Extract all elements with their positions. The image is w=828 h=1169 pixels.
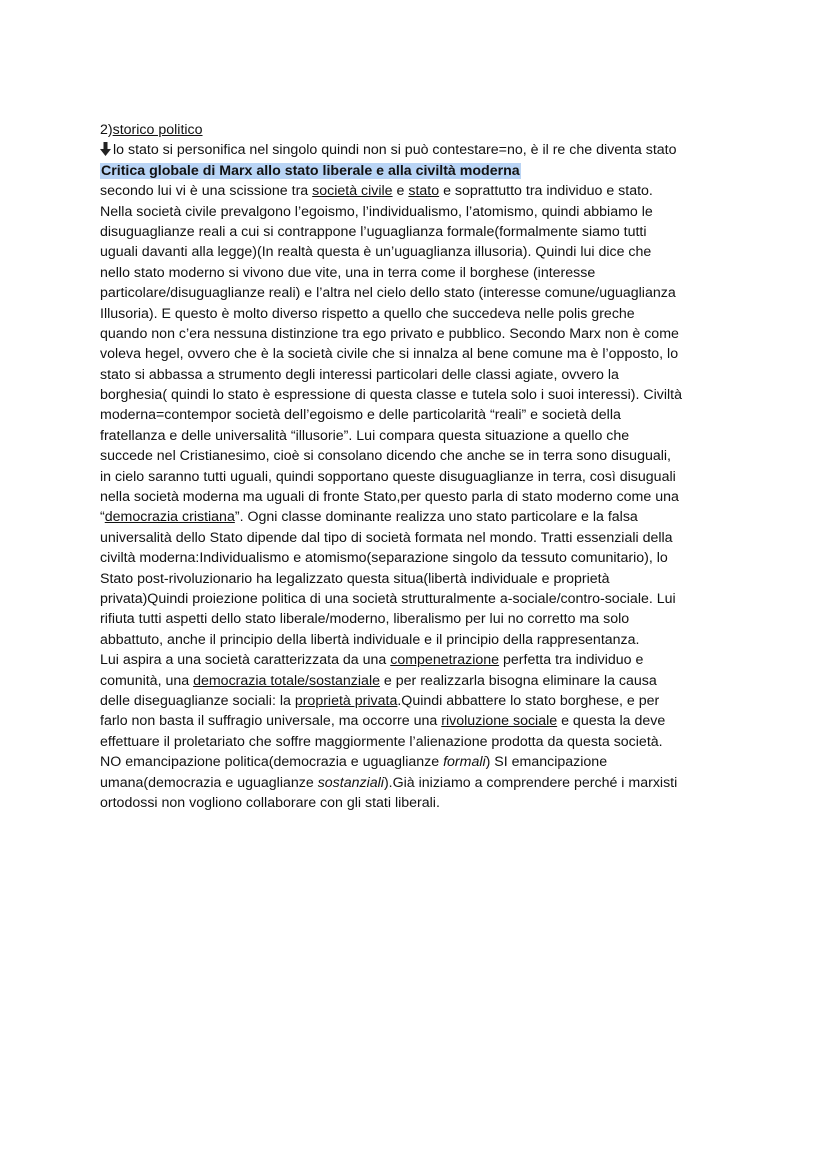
underlined-term: compenetrazione bbox=[390, 652, 500, 669]
text-line bbox=[100, 181, 740, 201]
text-segment: particolare/disuguaglianze reali) e l’altra nel cielo dello stato (interesse comune/uguaglianza bbox=[100, 285, 676, 302]
text-segment: e per realizzarla bisogna eliminare la causa bbox=[379, 672, 657, 689]
text-line bbox=[100, 202, 740, 222]
text-segment: rifiuta tutti aspetti dello stato liberale/moderno, liberalismo per lui no corretto ma solo bbox=[100, 611, 630, 628]
text-line bbox=[100, 650, 740, 670]
text-segment: succede nel Cristianesimo, cioè si consolano dicendo che anche se in terra sono disuguali, bbox=[100, 448, 671, 465]
text-line bbox=[100, 732, 740, 752]
text-line bbox=[100, 405, 740, 425]
text-segment: Illusoria). E questo è molto diverso rispetto a quello che succedeva nelle polis greche bbox=[100, 305, 635, 322]
text-line bbox=[100, 671, 740, 691]
body-paragraph bbox=[100, 181, 740, 813]
document-body bbox=[100, 120, 740, 813]
text-segment: borghesia( quindi lo stato è espressione di questa classe e tutela solo i suoi interessi). Civiltà bbox=[100, 387, 682, 404]
italic-term: formali bbox=[443, 754, 486, 771]
text-segment: ”. Ogni classe dominante realizza uno stato particolare e la falsa bbox=[234, 509, 638, 526]
intro-line bbox=[100, 140, 740, 160]
text-line bbox=[100, 446, 740, 466]
text-line bbox=[100, 569, 740, 589]
text-segment: fratellanza e delle universalità “illusorie”. Lui compara questa situazione a quello che bbox=[100, 427, 630, 444]
text-segment: umana(democrazia e uguaglianze bbox=[100, 774, 318, 791]
text-segment: ).Già iniziamo a comprendere perché i marxisti bbox=[383, 774, 678, 791]
section-title: storico politico bbox=[112, 122, 203, 138]
underlined-term: proprietà privata bbox=[294, 692, 398, 709]
text-segment: stato si abbassa a strumento degli interessi particolari delle classi agiate, ovvero la bbox=[100, 366, 619, 383]
text-segment: abbattuto, anche il principio della libertà individuale e il principio della rappresentanza. bbox=[100, 631, 640, 648]
text-line bbox=[100, 528, 740, 548]
text-line bbox=[100, 752, 740, 772]
text-segment: e soprattutto tra individuo e stato. bbox=[439, 183, 653, 200]
text-segment: NO emancipazione politica(democrazia e uguaglianze bbox=[100, 754, 444, 771]
text-line bbox=[100, 589, 740, 609]
down-arrow-icon bbox=[100, 142, 111, 162]
text-line bbox=[100, 507, 740, 527]
text-line bbox=[100, 711, 740, 731]
text-segment: .Quindi abbattere lo stato borghese, e per bbox=[397, 692, 660, 709]
text-line bbox=[100, 609, 740, 629]
text-line bbox=[100, 691, 740, 711]
text-line bbox=[100, 630, 740, 650]
text-segment: perfetta tra individuo e bbox=[499, 652, 644, 669]
text-segment: voleva hegel, ovvero che è la società civile che si innalza al bene comune ma è l’opposto, lo bbox=[100, 346, 679, 363]
text-segment: e bbox=[392, 183, 409, 200]
text-segment: delle diseguaglianze sociali: la bbox=[100, 692, 295, 709]
text-segment: farlo non basta il suffragio universale, ma occorre una bbox=[100, 713, 442, 730]
underlined-term: stato bbox=[408, 183, 440, 200]
text-segment: disuguaglianze reali a cui si contrappone l’uguaglianza formale(formalmente siamo tutti bbox=[100, 223, 647, 240]
text-segment: Nella società civile prevalgono l’egoismo, l’individualismo, l’atomismo, quindi abbiamo le bbox=[100, 203, 653, 220]
text-line bbox=[100, 793, 740, 813]
text-segment: ortodossi non vogliono collaborare con gli stati liberali. bbox=[100, 794, 440, 811]
text-line bbox=[100, 487, 740, 507]
text-segment: in cielo saranno tutti uguali, quindi sopportano queste disuguaglianze in terra, così disuguali bbox=[100, 468, 676, 485]
text-segment: privata)Quindi proiezione politica di una società strutturalmente a-sociale/contro-sociale. Lui bbox=[100, 590, 676, 607]
text-segment: secondo lui vi è una scissione tra bbox=[100, 183, 313, 200]
text-segment: moderna=contempor società dell’egoismo e delle particolarità “reali” e società della bbox=[100, 407, 621, 424]
text-segment: nello stato moderno si vivono due vite, una in terra come il borghese (interesse bbox=[100, 264, 596, 281]
underlined-term: società civile bbox=[312, 183, 393, 200]
underlined-term: democrazia totale/sostanziale bbox=[193, 672, 380, 689]
text-segment: ) SI emancipazione bbox=[485, 754, 608, 771]
highlighted-heading: Critica globale di Marx allo stato liberale e alla civiltà moderna bbox=[101, 162, 520, 179]
text-line bbox=[100, 365, 740, 385]
section-heading bbox=[100, 120, 740, 140]
text-line bbox=[100, 324, 740, 344]
text-segment: comunità, una bbox=[100, 672, 194, 689]
text-line bbox=[100, 304, 740, 324]
text-segment: uguali davanti alla legge)(In realtà questa è un’uguaglianza illusoria). Quindi lui dice che bbox=[100, 244, 652, 261]
text-segment: nella società moderna ma uguali di fronte Stato,per questo parla di stato moderno come una bbox=[100, 489, 679, 506]
text-line bbox=[100, 242, 740, 262]
text-segment: “ bbox=[100, 509, 105, 526]
text-line bbox=[100, 283, 740, 303]
text-segment: quando non c’era nessuna distinzione tra ego privato e pubblico. Secondo Marx non è come bbox=[100, 325, 679, 342]
text-segment: effettuare il proletariato che soffre maggiormente l’alienazione prodotta da questa società. bbox=[100, 733, 663, 750]
underlined-term: rivoluzione sociale bbox=[441, 713, 558, 730]
text-segment: universalità dello Stato dipende dal tipo di società formata nel mondo. Tratti essenziali della bbox=[100, 529, 673, 546]
text-segment: Lui aspira a una società caratterizzata da una bbox=[100, 652, 391, 669]
text-line bbox=[100, 548, 740, 568]
text-segment: e questa la deve bbox=[557, 713, 666, 730]
text-line bbox=[100, 263, 740, 283]
underlined-term: democrazia cristiana bbox=[104, 509, 235, 526]
heading-line bbox=[100, 161, 740, 181]
section-number: 2) bbox=[100, 122, 113, 138]
text-segment: Stato post-rivoluzionario ha legalizzato questa situa(libertà individuale e proprietà bbox=[100, 570, 610, 587]
italic-term: sostanziali bbox=[317, 774, 384, 791]
text-line bbox=[100, 467, 740, 487]
text-line bbox=[100, 344, 740, 364]
text-line bbox=[100, 773, 740, 793]
intro-text: lo stato si personifica nel singolo quindi non si può contestare=no, è il re che diventa stato bbox=[113, 142, 677, 159]
text-segment: civiltà moderna:Individualismo e atomismo(separazione singolo da tessuto comunitario), lo bbox=[100, 550, 668, 567]
text-line bbox=[100, 426, 740, 446]
text-line bbox=[100, 222, 740, 242]
text-line bbox=[100, 385, 740, 405]
